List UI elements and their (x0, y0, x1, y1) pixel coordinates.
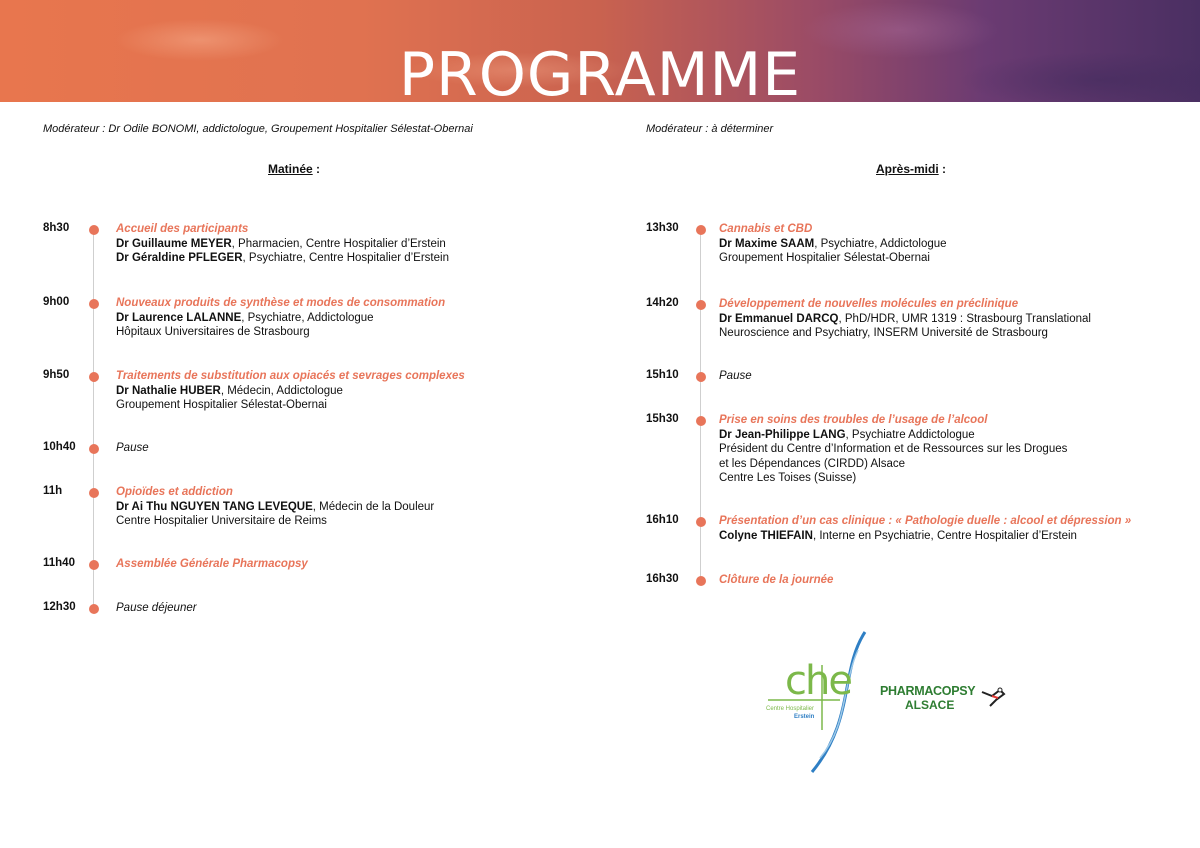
header-banner (0, 0, 1200, 102)
schedule-time: 8h30 (43, 222, 70, 234)
schedule-entry (719, 413, 1067, 486)
speaker-line (719, 428, 1067, 443)
timeline-afternoon-line (700, 234, 701, 580)
session-topic: Accueil des participants (116, 223, 249, 235)
speaker-line (116, 514, 434, 529)
schedule-entry (719, 514, 1131, 543)
speaker-details: Groupement Hospitalier Sélestat-Obernai (116, 399, 327, 411)
speaker-details: , Psychiatre, Centre Hospitalier d’Erstein (242, 252, 449, 264)
speaker-line (116, 500, 434, 515)
timeline-dot (696, 416, 706, 426)
session-topic: Cannabis et CBD (719, 223, 813, 235)
page-title: PROGRAMME (398, 40, 802, 102)
session-topic: Présentation d’un cas clinique : « Pathologie duelle : alcool et dépression » (719, 515, 1132, 527)
session-break: Pause déjeuner (116, 602, 197, 614)
speaker-name: Dr Guillaume MEYER (116, 237, 232, 250)
speaker-details: Centre Les Toises (Suisse) (719, 472, 857, 484)
speaker-name: Colyne THIEFAIN (719, 529, 813, 542)
schedule-time: 12h30 (43, 601, 76, 613)
timeline-dot (89, 225, 99, 235)
schedule-time: 16h30 (646, 573, 679, 585)
schedule-time: 14h20 (646, 297, 679, 309)
schedule-time: 15h30 (646, 413, 679, 425)
schedule-time: 9h00 (43, 296, 70, 308)
speaker-details: , Interne en Psychiatrie, Centre Hospitalier d’Erstein (812, 529, 1077, 542)
timeline-dot (696, 517, 706, 527)
schedule-entry (116, 441, 149, 456)
timeline-dot (89, 299, 99, 309)
timeline-dot (696, 300, 706, 310)
speaker-name: Dr Nathalie HUBER (116, 384, 221, 397)
speaker-name: Dr Laurence LALANNE (116, 311, 242, 324)
session-topic: Clôture de la journée (719, 574, 834, 586)
speaker-details: , Psychiatre, Addictologue (814, 237, 947, 250)
chef-logo-letters: che (785, 658, 851, 704)
speaker-details: Centre Hospitalier Universitaire de Reims (116, 515, 327, 527)
speaker-details: et les Dépendances (CIRDD) Alsace (719, 457, 905, 470)
speaker-name: Dr Géraldine PFLEGER (116, 252, 243, 264)
section-title-morning (268, 162, 320, 176)
speaker-name: Dr Ai Thu NGUYEN TANG LEVEQUE (116, 500, 313, 513)
session-topic: Opioïdes et addiction (116, 486, 233, 498)
section-title-afternoon-label: Après-midi (876, 162, 939, 176)
speaker-details: , Psychiatre, Addictologue (241, 311, 374, 324)
moderator-afternoon: Modérateur : à déterminer (646, 123, 774, 135)
session-break: Pause (116, 442, 149, 454)
section-title-morning-suffix: : (312, 162, 321, 176)
speaker-details: , Médecin de la Douleur (312, 500, 435, 513)
moderator-morning: Modérateur : Dr Odile BONOMI, addictologue, Groupement Hospitalier Sélestat-Obernai (43, 123, 473, 135)
schedule-time: 11h40 (43, 557, 75, 569)
schedule-time: 13h30 (646, 222, 679, 234)
timeline-dot (696, 576, 706, 586)
speaker-line (116, 398, 465, 413)
speaker-details: Hôpitaux Universitaires de Strasbourg (116, 326, 310, 338)
schedule-entry (116, 296, 445, 340)
speaker-details: , Pharmacien, Centre Hospitalier d’Erstein (231, 237, 446, 250)
session-topic: Développement de nouvelles molécules en préclinique (719, 298, 1019, 310)
speaker-line (719, 442, 1067, 457)
speaker-details: , PhD/HDR, UMR 1319 : Strasbourg Translational (838, 312, 1091, 325)
chef-logo-caption-city: Erstein (794, 714, 815, 720)
schedule-entry (719, 573, 833, 588)
pharmacopsy-logo (880, 684, 1010, 716)
speaker-line (719, 312, 1091, 327)
speaker-name: Dr Maxime SAAM (719, 237, 815, 250)
speaker-line (719, 251, 947, 266)
timeline-dot (89, 604, 99, 614)
speaker-line (719, 237, 947, 252)
speaker-details: , Médecin, Addictologue (220, 384, 343, 397)
timeline-morning-line (93, 234, 94, 610)
speaker-line (719, 326, 1091, 341)
session-topic: Traitements de substitution aux opiacés et sevrages complexes (116, 370, 465, 382)
timeline-dot (696, 225, 706, 235)
schedule-entry (719, 369, 752, 384)
chef-logo-caption: Centre Hospitalier (766, 706, 815, 712)
timeline-dot (89, 372, 99, 382)
schedule-time: 15h10 (646, 369, 679, 381)
speaker-name: Dr Emmanuel DARCQ (719, 312, 839, 325)
pharmacopsy-logo-region: ALSACE (905, 698, 955, 712)
section-title-afternoon (876, 162, 946, 176)
schedule-entry (719, 222, 947, 266)
section-title-afternoon-suffix: : (938, 162, 947, 176)
schedule-time: 11h (43, 485, 63, 497)
speaker-line (116, 311, 445, 326)
schedule-entry (116, 369, 465, 413)
schedule-time: 9h50 (43, 369, 70, 381)
stork-icon (980, 684, 1006, 710)
session-topic: Assemblée Générale Pharmacopsy (116, 558, 308, 570)
session-topic: Nouveaux produits de synthèse et modes de consommation (116, 297, 446, 309)
timeline-dot (696, 372, 706, 382)
schedule-entry (116, 557, 308, 572)
speaker-line (719, 471, 1067, 486)
speaker-name: Dr Jean-Philippe LANG (719, 428, 846, 441)
schedule-entry (116, 485, 434, 529)
speaker-line (116, 384, 465, 399)
speaker-details: Neuroscience and Psychiatry, INSERM Université de Strasbourg (719, 327, 1048, 339)
chef-logo (760, 630, 880, 775)
section-title-morning-label: Matinée (268, 162, 313, 176)
timeline-dot (89, 444, 99, 454)
session-break: Pause (719, 370, 752, 382)
speaker-line (719, 457, 1067, 472)
schedule-time: 10h40 (43, 441, 76, 453)
session-topic: Prise en soins des troubles de l’usage de l’alcool (719, 414, 988, 426)
speaker-line (116, 251, 449, 266)
speaker-line (116, 325, 445, 340)
speaker-details: , Psychiatre Addictologue (845, 428, 975, 441)
timeline-dot (89, 488, 99, 498)
schedule-entry (719, 297, 1091, 341)
pharmacopsy-logo-name: PHARMACOPSY (880, 684, 976, 698)
schedule-entry (116, 601, 197, 616)
speaker-line (719, 529, 1131, 544)
schedule-time: 16h10 (646, 514, 679, 526)
speaker-details: Groupement Hospitalier Sélestat-Obernai (719, 252, 930, 264)
schedule-entry (116, 222, 449, 266)
speaker-details: Président du Centre d’Information et de Ressources sur les Drogues (719, 443, 1068, 455)
timeline-dot (89, 560, 99, 570)
speaker-line (116, 237, 449, 252)
